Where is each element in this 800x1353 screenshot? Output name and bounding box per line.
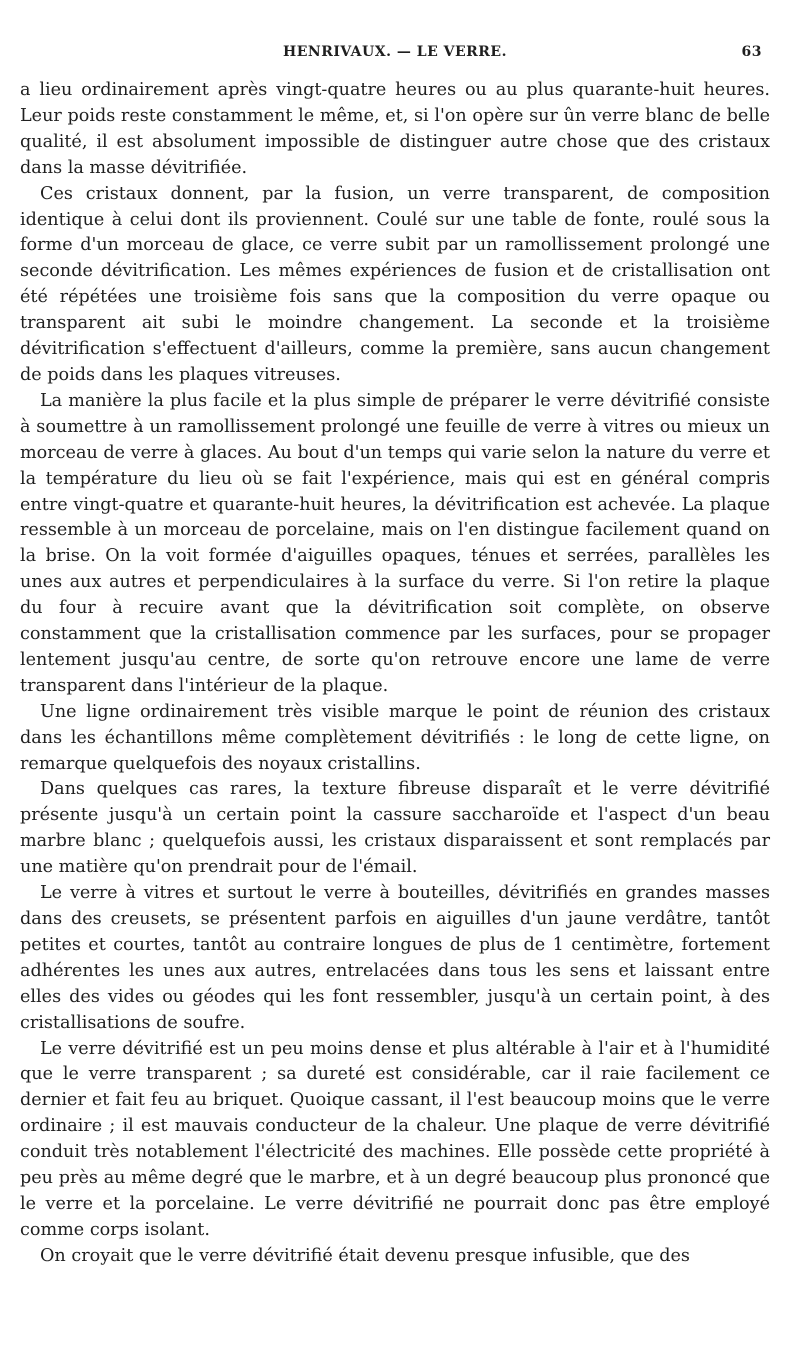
body-text [20,78,770,1270]
paragraph: Une ligne ordinairement très visible marque le point de réunion des cristaux dans les échantillons même complètement dévitrifiés : le long de cette ligne, on remarque quelquefois des noyaux cristallins. [20,701,770,774]
paragraph: Le verre dévitrifié est un peu moins dense et plus altérable à l'air et à l'humidité que le verre transparent ; sa dureté est considérable, car il raie facilement ce dernier et fait feu au briquet. Quoique cassant, il l'est beaucoup moins que le verre ordinaire ; il est mauvais conducteur de la chaleur. Une plaque de verre dévitrifié conduit très notablement l'électricité des machines. Elle possède cette propriété à peu près au même degré que le marbre, et à un degré beaucoup plus prononcé que le verre et la porcelaine. Le verre dévitrifié ne pourrait donc pas être employé comme corps isolant. [20,1038,770,1240]
page-number: 63 [741,44,762,60]
running-header [20,40,770,70]
paragraph: La manière la plus facile et la plus simple de préparer le verre dévitrifié consiste à soumettre à un ramollissement prolongé une feuille de verre à vitres ou mieux un morceau de verre à glaces. Au bout d'un temps qui varie selon la nature du verre et la température du lieu où se fait l'expérience, mais qui est en général compris entre vingt-quatre et quarante-huit heures, la dévitrification est achevée. La plaque ressemble à un morceau de porcelaine, mais on l'en distingue facilement quand on la brise. On la voit formée d'aiguilles opaques, ténues et serrées, parallèles les unes aux autres et perpendiculaires à la surface du verre. Si l'on retire la plaque du four à recuire avant que la dévitrification soit complète, on observe constamment que la cristallisation commence par les surfaces, pour se propager lentement jusqu'au centre, de sorte qu'on retrouve encore une lame de verre transparent dans l'intérieur de la plaque. [20,390,770,696]
paragraph: Ces cristaux donnent, par la fusion, un verre transparent, de composition identique à celui dont ils proviennent. Coulé sur une table de fonte, roulé sous la forme d'un morceau de glace, ce verre subit par un ramollissement prolongé une seconde dévitrification. Les mêmes expériences de fusion et de cristallisation ont été répétées une troisième fois sans que la composition du verre opaque ou transparent ait subi le moindre changement. La seconde et la troisième dévitrification s'effectuent d'ailleurs, comme la première, sans aucun changement de poids dans les plaques vitreuses. [20,183,770,385]
paragraph: Le verre à vitres et surtout le verre à bouteilles, dévitrifiés en grandes masses dans des creusets, se présentent parfois en aiguilles d'un jaune verdâtre, tantôt petites et courtes, tantôt au contraire longues de plus de 1 centimètre, fortement adhérentes les unes aux autres, entrelacées dans tous les sens et laissant entre elles des vides ou géodes qui les font ressembler, jusqu'à un certain point, à des cristallisations de soufre. [20,883,770,1033]
running-title: HENRIVAUX. — LE VERRE. [283,44,507,60]
paragraph-truncated: On croyait que le verre dévitrifié était devenu presque infusible, que des [40,1245,690,1266]
paragraph: Dans quelques cas rares, la texture fibreuse disparaît et le verre dévitrifié présente jusqu'à un certain point la cassure saccharoïde et l'aspect d'un beau marbre blanc ; quelquefois aussi, les cristaux disparaissent et sont remplacés par une matière qu'on prendrait pour de l'émail. [20,779,770,878]
paragraph-continued: a lieu ordinairement après vingt-quatre heures ou au plus quarante-huit heures. Leur poids reste constamment le même, et, si l'on opère sur ûn verre blanc de belle qualité, il est absolument impossible de distinguer autre chose que des cristaux dans la masse dévitrifiée. [20,80,770,178]
